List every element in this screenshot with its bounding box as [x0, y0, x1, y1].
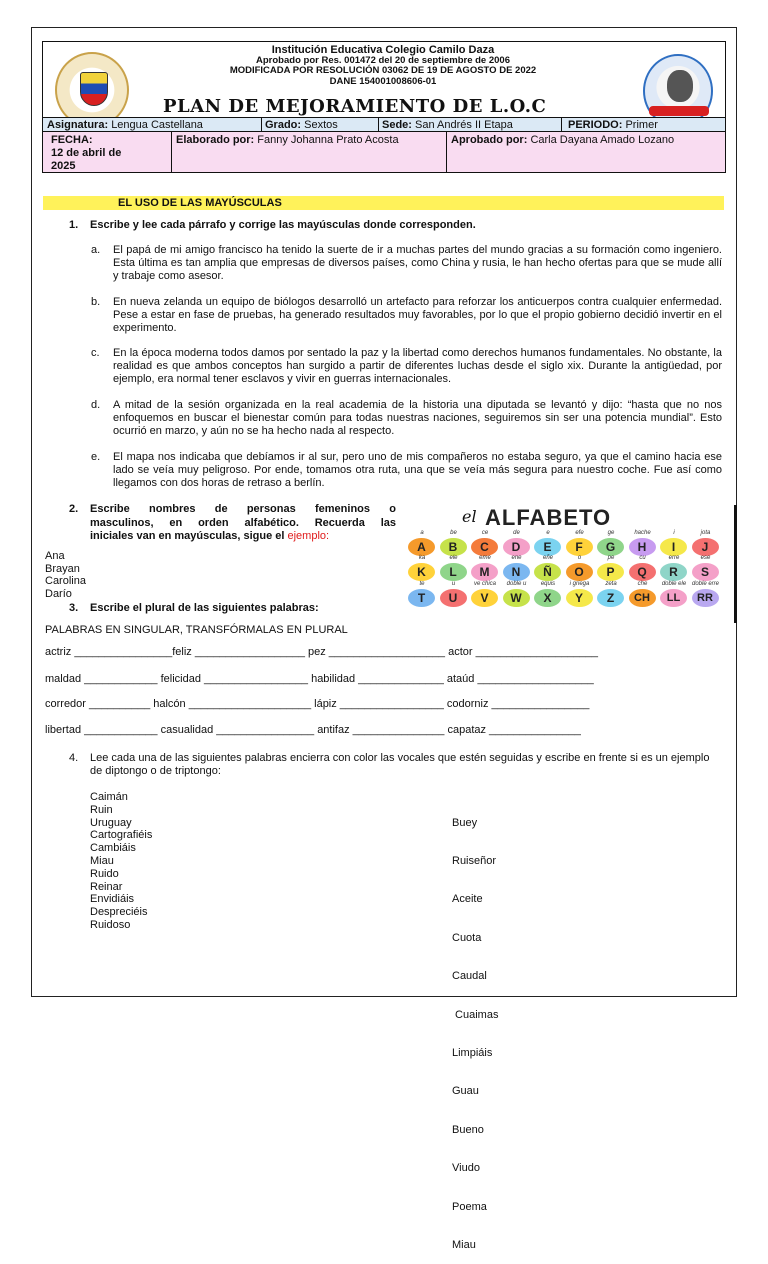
alphabet-letter: F: [566, 538, 593, 556]
list-item: Ruidoso: [90, 918, 131, 931]
question-4-text: Lee cada una de las siguientes palabras encierra con color las vocales que estén seguidas y escribe en frente si es un ejemplo de diptongo o de triptongo:: [90, 752, 710, 777]
alphabet-letter-name: ese: [700, 555, 711, 561]
alphabet-letter-name: ve chica: [473, 581, 496, 587]
alphabet-letter-name: u: [451, 581, 456, 587]
approval-resolution: Aprobado por Res. 001472 del 20 de septiembre de 2006: [256, 54, 510, 66]
list-item: Ana: [45, 550, 65, 562]
question-2-line-3: iniciales van en mayúsculas, sigue el: [90, 530, 285, 542]
author-value: Fanny Johanna Prato Acosta: [257, 134, 399, 146]
grade-value: Sextos: [304, 119, 338, 131]
divider: [378, 118, 379, 132]
alphabet-letter-name: ka: [418, 555, 426, 561]
alphabet-letter: T: [408, 589, 435, 607]
plural-row: actriz ________________feliz __________________ pez ___________________ actor ____________________: [45, 646, 598, 658]
alphabet-letter-name: i: [673, 530, 675, 536]
left-word-list: [90, 791, 152, 932]
alphabet-letter: I: [660, 538, 687, 556]
list-item: Cambiáis: [90, 842, 136, 855]
institution-name: Institución Educativa Colegio Camilo Daza: [271, 44, 495, 56]
alphabet-letter-name: ele: [449, 555, 458, 561]
date-line-2: 2025: [51, 160, 76, 172]
list-item: Cartografiéis: [90, 829, 153, 842]
shield-icon: [80, 72, 108, 106]
list-item: Caimán: [90, 791, 128, 803]
subject-value: Lengua Castellana: [111, 119, 203, 131]
alphabet-letter-name: ce: [481, 530, 489, 536]
plural-subtitle: PALABRAS EN SINGULAR, TRANSFÓRMALAS EN PLURAL: [45, 624, 348, 636]
alphabet-letter: B: [440, 538, 467, 556]
alphabet-letter: X: [534, 589, 561, 607]
alphabet-letter-name: eme: [479, 555, 491, 561]
question-1-number: 1.: [69, 219, 79, 231]
alphabet-letter-name: jota: [700, 530, 711, 536]
alphabet-letter: D: [503, 538, 530, 556]
approver-cell: [451, 134, 674, 147]
item-letter: d.: [91, 399, 101, 411]
alphabet-letter: H: [629, 538, 656, 556]
alphabet-letter: S: [692, 563, 719, 581]
alphabet-letter: C: [471, 538, 498, 556]
date-cell: [51, 134, 121, 173]
paragraph-d: A mitad de la sesión organizada en la real academia de la historia una diputada se levantó y dijo: “hasta que no nos enfoquemos en buscar el bienestar común para todas nuestras naciones, seguiremos sin ser una potencia mundial”. Esto ocurrió en marzo, y aún no se ha hecho nada al respecto.: [113, 399, 722, 437]
list-item: Caudal: [452, 970, 487, 983]
alphabet-letter-name: erre: [668, 555, 680, 561]
alphabet-letter-name: cu: [639, 555, 646, 561]
alphabet-letter: Y: [566, 589, 593, 607]
question-1-text: Escribe y lee cada párrafo y corrige las mayúsculas donde corresponden.: [90, 219, 476, 231]
alphabet-letter: L: [440, 563, 467, 581]
question-2-number: 2.: [69, 503, 79, 515]
item-letter: c.: [91, 347, 100, 359]
example-word: ejemplo:: [287, 530, 330, 542]
list-item: Carolina: [45, 575, 86, 587]
alphabet-letter-name: ene: [511, 555, 522, 561]
item-letter: b.: [91, 296, 101, 308]
alphabet-letter-name: doble erre: [691, 581, 720, 587]
list-item: Limpiáis: [452, 1046, 493, 1059]
site-value: San Andrés II Etapa: [415, 119, 513, 131]
alphabet-letter: Ñ: [534, 563, 561, 581]
ribbon-icon: [649, 106, 709, 116]
divider: [446, 132, 447, 172]
list-item: Darío: [45, 587, 72, 600]
list-item: Miau: [90, 854, 114, 867]
list-item: Viudo: [452, 1162, 480, 1175]
alphabet-title: ALFABETO: [485, 505, 612, 530]
document-title: PLAN DE MEJORAMIENTO DE L.O.C: [163, 96, 547, 117]
alphabet-letter: U: [440, 589, 467, 607]
alphabet-letter: N: [503, 563, 530, 581]
alphabet-letter-name: pe: [607, 555, 615, 561]
plural-row: corredor __________ halcón ____________________ lápiz _________________ codorniz ________________: [45, 698, 590, 710]
author-cell: [176, 134, 399, 147]
names-list: [45, 550, 86, 600]
alphabet-letter-name: te: [419, 581, 425, 587]
alphabet-letter: R: [660, 563, 687, 581]
alphabet-letter-name: be: [450, 530, 457, 536]
approver-value: Carla Dayana Amado Lozano: [530, 134, 675, 146]
list-item: Cuaimas: [452, 1008, 499, 1021]
section-title: EL USO DE LAS MAYÚSCULAS: [43, 196, 724, 210]
institution-block: [143, 45, 623, 87]
question-4-number: 4.: [69, 752, 79, 764]
alphabet-letter-name: de: [513, 530, 520, 536]
paragraph-a: El papá de mi amigo francisco ha tenido la suerte de ir a muchas partes del mundo gracias a su formación como ingeniero. Esta última es tan amplia que empresas de diversos países, como China y rusia, le han hecho ofertas para que se mude allí y trabaje como asesor.: [113, 244, 722, 282]
alphabet-letter: M: [471, 563, 498, 581]
approver-label: Aprobado por:: [451, 134, 528, 146]
alphabet-el: el: [462, 507, 477, 526]
question-2-text: [90, 503, 396, 544]
alphabet-letter-name: o: [577, 555, 582, 561]
list-item: Uruguay: [90, 816, 132, 829]
list-item: Reinar: [90, 880, 123, 893]
alphabet-letter: W: [503, 589, 530, 607]
paragraph-c: En la época moderna todos damos por sentado la paz y la libertad como derechos humanos fundamentales. No obstante, la realidad es que ambos conceptos han surgido a partir de diferentes luchas desde el siglo xix. Durante la antigüedad, por ejemplo, era normal tener esclavos y vivir en guerras internacionales.: [113, 347, 722, 385]
list-item: Ruin: [90, 803, 113, 816]
alphabet-letter: G: [597, 538, 624, 556]
grade-label: Grado:: [265, 119, 302, 131]
plural-row: maldad ____________ felicidad _________________ habilidad ______________ ataúd ___________________: [45, 673, 594, 685]
question-3-text: Escribe el plural de las siguientes palabras:: [90, 602, 319, 614]
list-item: Ruido: [90, 867, 119, 880]
alphabet-letter: K: [408, 563, 435, 581]
list-item: Bueno: [452, 1123, 484, 1136]
info-row-2: [43, 132, 725, 172]
list-item: Envidiáis: [90, 893, 135, 906]
alphabet-letter: O: [566, 563, 593, 581]
list-item: Miau: [452, 1238, 476, 1251]
alphabet-letter: V: [471, 589, 498, 607]
period-value: Primer: [625, 119, 658, 131]
subject-label: Asignatura:: [47, 119, 109, 131]
alphabet-letter: CH: [629, 589, 656, 607]
alphabet-letter: J: [692, 538, 719, 556]
site-label: Sede:: [382, 119, 412, 131]
alphabet-letter: E: [534, 538, 561, 556]
date-line-1: 12 de abril de: [51, 147, 122, 159]
period-label: PERIODO:: [568, 119, 623, 131]
alphabet-letter: P: [597, 563, 624, 581]
alphabet-letter-name: ge: [607, 530, 615, 536]
alphabet-letter: Q: [629, 563, 656, 581]
portrait-icon: [667, 70, 693, 102]
alphabet-letter: LL: [660, 589, 687, 607]
paragraph-e: El mapa nos indicaba que debíamos ir al sur, pero uno de mis compañeros no estaba seguro, ya que el camino hacia ese lado se veía muy peligroso. Por ende, tomamos otra ruta, una que se veía más segura para nuestro coche. Fue así como llegamos con dos horas de retraso a berlín.: [113, 451, 722, 489]
info-row: [43, 117, 725, 132]
dane-code: DANE 154001008606-01: [329, 75, 437, 87]
question-2-line-1: Escribe nombres de personas femeninos o: [90, 503, 396, 515]
alphabet-letter-name: doble u: [506, 581, 527, 587]
alphabet-letter-name: equis: [540, 581, 556, 587]
alphabet-letter-name: doble ele: [661, 581, 687, 587]
list-item: Ruiseñor: [452, 854, 497, 867]
alphabet-letter: Z: [597, 589, 624, 607]
alphabet-letter-name: a: [420, 530, 424, 536]
question-3-number: 3.: [69, 602, 79, 614]
author-label: Elaborado por:: [176, 134, 255, 146]
question-2-line-2: masculinos, en orden alfabético. Recuerda las: [90, 516, 396, 529]
alphabet-letter-name: efe: [575, 530, 584, 536]
divider: [734, 505, 737, 623]
list-item: Despreciéis: [90, 906, 148, 919]
date-label: FECHA:: [51, 134, 93, 146]
list-item: Poema: [452, 1200, 487, 1213]
alphabet-letter: RR: [692, 589, 719, 607]
right-word-list: [452, 791, 498, 1264]
alphabet-letter-name: che: [637, 581, 648, 587]
alphabet-letter: A: [408, 538, 435, 556]
alphabet-poster: [405, 505, 735, 620]
list-item: Aceite: [452, 893, 483, 906]
divider: [261, 118, 262, 132]
alphabet-letter-name: i griega: [569, 581, 590, 587]
plural-row: libertad ____________ casualidad ________________ antifaz _______________ capataz _______________: [45, 724, 581, 736]
header-box: [42, 41, 726, 173]
item-letter: a.: [91, 244, 101, 256]
list-item: Cuota: [452, 931, 482, 944]
alphabet-letter-name: zeta: [605, 581, 617, 587]
list-item: Guau: [452, 1085, 479, 1098]
alphabet-letter-name: hache: [634, 530, 651, 536]
divider: [171, 132, 172, 172]
list-item: Brayan: [45, 562, 80, 575]
paragraph-b: En nueva zelanda un equipo de biólogos desarrolló un artefacto para reforzar los anticuerpos contra cualquier enfermedad. Pese a estar en fase de pruebas, ha generado resultados muy favorables, por lo que el propio gobierno decidió invertir en el experimento.: [113, 296, 722, 334]
list-item: Buey: [452, 816, 478, 829]
item-letter: e.: [91, 451, 101, 463]
modification-resolution: MODIFICADA POR RESOLUCIÓN 03062 DE 19 DE AGOSTO DE 2022: [229, 65, 537, 76]
alphabet-letter-name: e: [546, 530, 550, 536]
divider: [561, 118, 562, 132]
alphabet-letter-name: eñe: [542, 555, 553, 561]
